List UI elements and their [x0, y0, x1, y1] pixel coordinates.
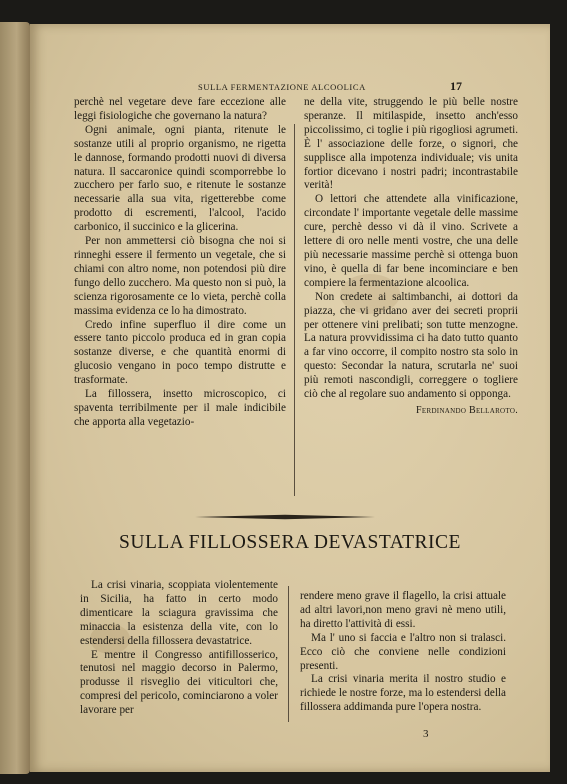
paragraph: ne della vite, struggendo le più belle nostre speranze. Il mitilaspide, insetto anch'esso piccolissimo, ci toglie i più rigogliosi agrumeti. È l' associazione delle forze, o signori, che supplisce alla impotenza individuale; vis unita fortior dicevano i nostri padri; incontrastabile verità! — [304, 96, 518, 192]
paragraph: Non credete ai saltimbanchi, ai dottori da piazza, che vi gridano aver dei secreti proprii per ottenere vini prelibati; son tutte menzogne. La natura provvidissima ci ha dato tutto quanto a far vino occorre, il compito nostro sta solo in questo: Secondar la natura, scrutarla ne' suoi più remoti nascondigli, correggere o togliere ciò che al regolare suo andamento si opponga. — [304, 290, 518, 401]
paragraph: La fillossera, insetto microscopico, ci spaventa terribilmente per il male indicibile che apporta alla vegetazio- — [74, 388, 286, 428]
article2-column-right — [300, 590, 506, 715]
paragraph: E mentre il Congresso antifillosserico, tenutosi nel maggio decorso in Palermo, produsse il risveglio dei viticultori che, compresi del pericolo, cominciarono a voler lavorare per — [80, 648, 278, 717]
paragraph: rendere meno grave il flagello, la crisi attuale ad altri lavori,non meno gravi nè meno utili, ha diretto l'attività di essi. — [300, 590, 506, 630]
journal-page — [30, 24, 550, 772]
left-page-edge — [0, 22, 30, 774]
article1-column-right — [304, 96, 518, 418]
paragraph: La crisi vinaria merita il nostro studio e richiede le nostre forze, ma lo estendersi della fillossera addimanda pure l'opera nostra. — [300, 673, 506, 714]
page-number: 17 — [450, 79, 462, 93]
paragraph: perchè nel vegetare deve fare eccezione alle leggi fisiologiche che governano la natura? — [74, 96, 286, 122]
column-divider — [294, 124, 295, 496]
paragraph: Credo infine superfluo il dire come un essere tanto piccolo produca ed in gran copia sostanze diverse, e che quantità enormi di glucosio vengano in poco tempo distrutte e trasformate. — [74, 318, 286, 387]
paragraph: O lettori che attendete alla vinificazione, circondate l' importante vegetale delle massime cure, perchè desso vi dà il vino. Scrivete a lettere di oro nelle menti vostre, che una delle più necessarie massime perchè si ottenga buon vino, è quella di far bene incominciare e ben compiere la fermentazione alcoolica. — [304, 193, 518, 289]
column-divider — [288, 586, 289, 722]
article2-column-left — [80, 579, 278, 718]
paragraph: Ma l' uno si faccia e l'altro non si tralasci. Ecco ciò che conviene nelle condizioni presenti. — [300, 631, 506, 672]
article1-column-left — [74, 96, 286, 430]
running-head — [30, 81, 550, 95]
signature-mark: 3 — [423, 728, 429, 740]
paragraph: Per non ammettersi ciò bisogna che noi si rinneghi essere il fermento un vegetale, che si chiami con altro nome, non potendosi più dire fungo dello zucchero. Ma questo non si può, la scienza rigorosamente ce lo vieta, perchè colla massima evidenza ce lo ha dimostrato. — [74, 235, 286, 317]
running-title: SULLA FERMENTAZIONE ALCOOLICA — [198, 82, 366, 92]
paragraph: Ogni animale, ogni pianta, ritenute le sostanze utili al proprio organismo, ne rigetta le dannose, formando prodotti nuovi di diversa natura. Il saccaronice quindi scomporrebbe lo zucchero per farlo suo, e ritenute le sostanze necessarie alla sua vita, rigetterebbe come prodotto di escrementi, l'alcool, l'acido carbonico, il succinico e la glicerina. — [74, 123, 286, 234]
paragraph: La crisi vinaria, scoppiata violentemente in Sicilia, ha fatto in certo modo dimenticare la sciagura gravissima che minaccia la esistenza della vite, con lo estendersi della fillossera devastatrice. — [80, 579, 278, 647]
author-signature: Ferdinando Bellaroto. — [416, 404, 518, 416]
article-title: SULLA FILLOSSERA DEVASTATRICE — [119, 532, 461, 553]
ornamental-rule — [195, 514, 375, 520]
